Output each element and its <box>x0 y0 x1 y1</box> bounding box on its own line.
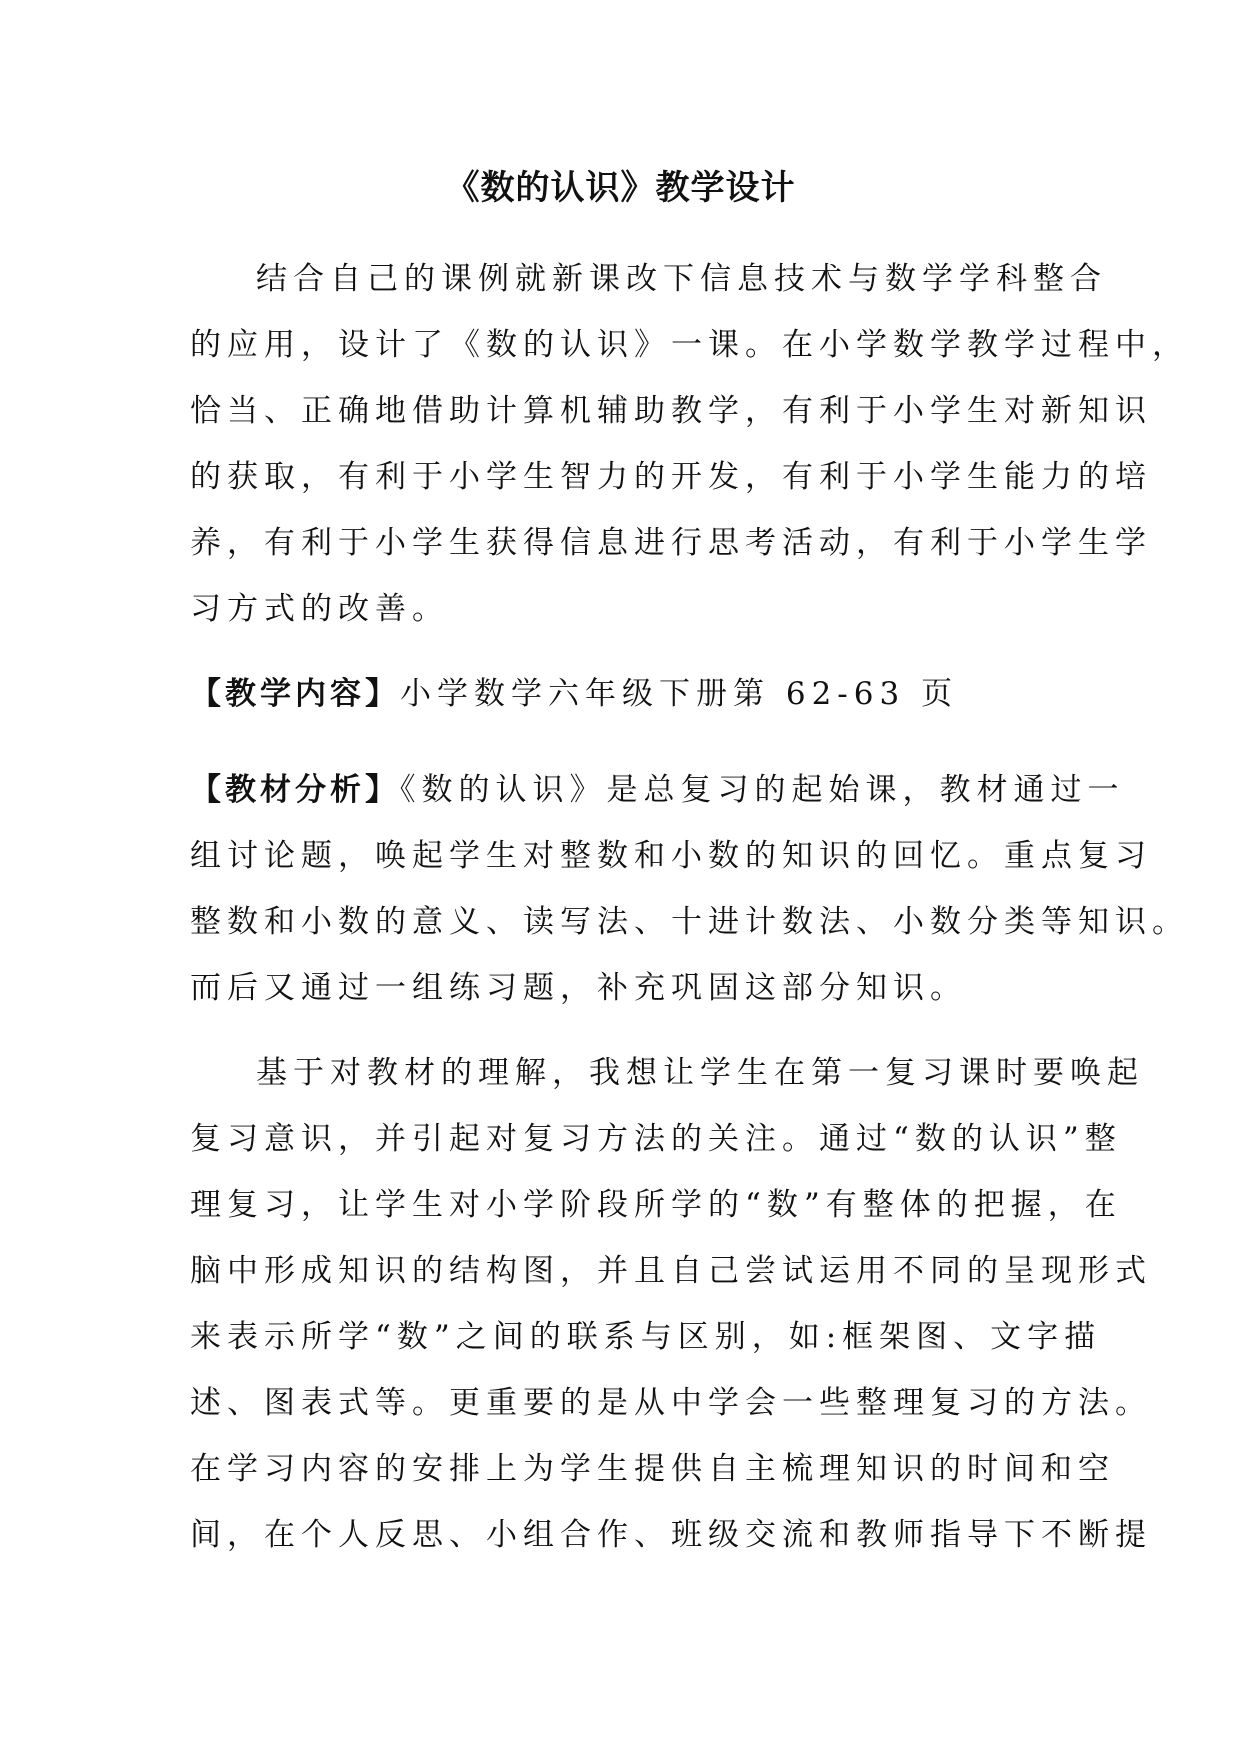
document-title: 《数的认识》教学设计 <box>445 168 796 208</box>
section-heading-label: 【教学内容】 <box>190 676 400 712</box>
paragraph-line: 组讨论题，唤起学生对整数和小数的知识的回忆。重点复习 <box>190 838 1152 874</box>
paragraph-line <box>190 661 1050 727</box>
section-text: 《数的认识》是总复习的起始课，教材通过一 <box>400 772 1125 808</box>
teaching-content-section <box>190 661 1050 727</box>
paragraph-line: 整数和小数的意义、读写法、十进计数法、小数分类等知识。 <box>190 904 1189 940</box>
paragraph-line: 脑中形成知识的结构图，并且自己尝试运用不同的呈现形式 <box>190 1253 1152 1289</box>
paragraph-line: 来表示所学“数”之间的联系与区别，如:框架图、文字描 <box>190 1319 1102 1355</box>
paragraph-line <box>190 757 1125 823</box>
paragraph-line: 养，有利于小学生获得信息进行思考活动，有利于小学生学 <box>190 525 1152 561</box>
paragraph-line: 的获取，有利于小学生智力的开发，有利于小学生能力的培 <box>190 459 1152 495</box>
intro-paragraph <box>190 246 1189 642</box>
paragraph-line: 复习意识，并引起对复习方法的关注。通过“数的认识”整 <box>190 1121 1122 1157</box>
paragraph-line: 在学习内容的安排上为学生提供自主梳理知识的时间和空 <box>190 1451 1115 1487</box>
design-basis-paragraph <box>190 1040 1152 1568</box>
material-analysis-section <box>190 757 1189 1021</box>
paragraph-line: 述、图表式等。更重要的是从中学会一些整理复习的方法。 <box>190 1385 1152 1421</box>
paragraph-line: 恰当、正确地借助计算机辅助教学，有利于小学生对新知识 <box>190 393 1152 429</box>
paragraph-line: 习方式的改善。 <box>190 591 449 627</box>
paragraph-line: 间，在个人反思、小组合作、班级交流和教师指导下不断提 <box>190 1517 1152 1553</box>
paragraph-line: 理复习，让学生对小学阶段所学的“数”有整体的把握，在 <box>190 1187 1122 1223</box>
paragraph-line: 基于对教材的理解，我想让学生在第一复习课时要唤起 <box>256 1055 1144 1091</box>
paragraph-line: 的应用，设计了《数的认识》一课。在小学数学教学过程中， <box>190 327 1189 363</box>
paragraph-line: 结合自己的课例就新课改下信息技术与数学学科整合 <box>256 261 1107 297</box>
section-text: 小学数学六年级下册第 62-63 页 <box>400 676 959 712</box>
paragraph-line: 而后又通过一组练习题，补充巩固这部分知识。 <box>190 970 967 1006</box>
section-heading-label: 【教材分析】 <box>190 772 400 808</box>
